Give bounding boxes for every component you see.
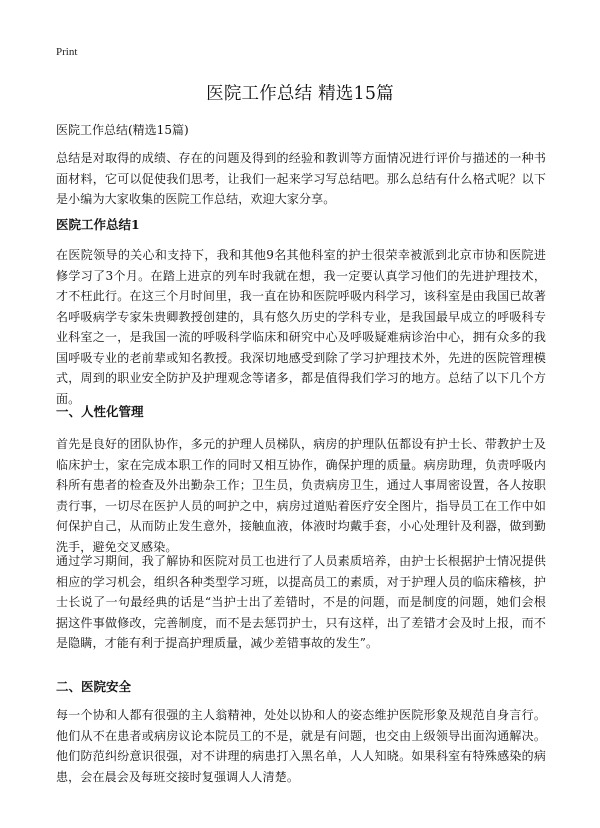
print-link[interactable]: Print [56, 46, 78, 58]
section-1-paragraph: 在医院领导的关心和支持下，我和其他9名其他科室的护士很荣幸被派到北京市协和医院进修学习了3个月。在踏上进京的列车时我就在想，我一定要认真学习他们的先进护理技术，才不枉此行。在这三个月时间里，我一直在协和医院呼吸内科学习，该科室是由我国已故著名呼吸病学专家朱贵卿教授创建的，具有悠久历史的学科专业，是我国最早成立的呼吸科专业科室之一，是我国一流的呼吸科学临床和研究中心及呼吸疑难病诊治中心，拥有众多的我国呼吸专业的老前辈或知名教授。我深切地感受到除了学习护理技术外，先进的医院管理模式，周到的职业安全防护及护理观念等诸多，都是值得我们学习的地方。总结了以下几个方面。 [56, 248, 546, 406]
section-heading-summary-1: 医院工作总结1 [56, 217, 140, 232]
section-2-paragraph-2: 通过学习期间，我了解协和医院对员工也进行了人员素质培养，由护士长根据护士情况提供相应的学习机会，组织各种类型学习班，以提高员工的素质，对于护理人员的临床稽核，护士长说了一句最经典的话是“当护士出了差错时，不是的问题，而是制度的问题，她们会根据这件事做修改，完善制度，而不是去惩罚护士，只有这样，出了差错才会及时上报，而不是隐瞒，才能有利于提高护理质量，减少差错事故的发生”。 [56, 554, 546, 650]
section-3-paragraph: 每一个协和人都有很强的主人翁精神，处处以协和人的姿态维护医院形象及规范自身言行。他们从不在患者或病房议论本院员工的不是，就是有问题，也交由上级领导出面沟通解决。他们防范纠纷意识很强，对不讲理的病患打入黑名单，人人知晓。如果科室有特殊感染的病患，会在晨会及每班交接时复强调人人清楚。 [56, 708, 546, 784]
intro-paragraph: 总结是对取得的成绩、存在的问题及得到的经验和教训等方面情况进行评价与描述的一种书面材料，它可以促使我们思考，让我们一起来学习写总结吧。那么总结有什么格式呢？以下是小编为大家收集的医院工作总结，欢迎大家分享。 [56, 151, 546, 206]
section-heading-hospital-safety: 二、医院安全 [56, 679, 132, 694]
page-title: 医院工作总结 精选15篇 [206, 84, 394, 104]
document-subtitle: 医院工作总结(精选15篇) [56, 123, 189, 137]
section-heading-humanized-management: 一、人性化管理 [56, 404, 144, 419]
section-2-paragraph-1: 首先是良好的团队协作，多元的护理人员梯队，病房的护理队伍都设有护士长、带教护士及临床护士，家在完成本职工作的同时又相互协作，确保护理的质量。病房助理，负责呼吸内科所有患者的检查及外出勤杂工作；卫生员，负责病房卫生，通过人事周密设置，各人按职责行事，一切尽在医护人员的呵护之中，病房过道贴着医疗安全图片，指导员工在工作中如何保护自己，从而防止发生意外，接触血液，体液时均戴手套，小心处理针及利器，做到勤洗手，避免交叉感染。 [56, 437, 546, 554]
